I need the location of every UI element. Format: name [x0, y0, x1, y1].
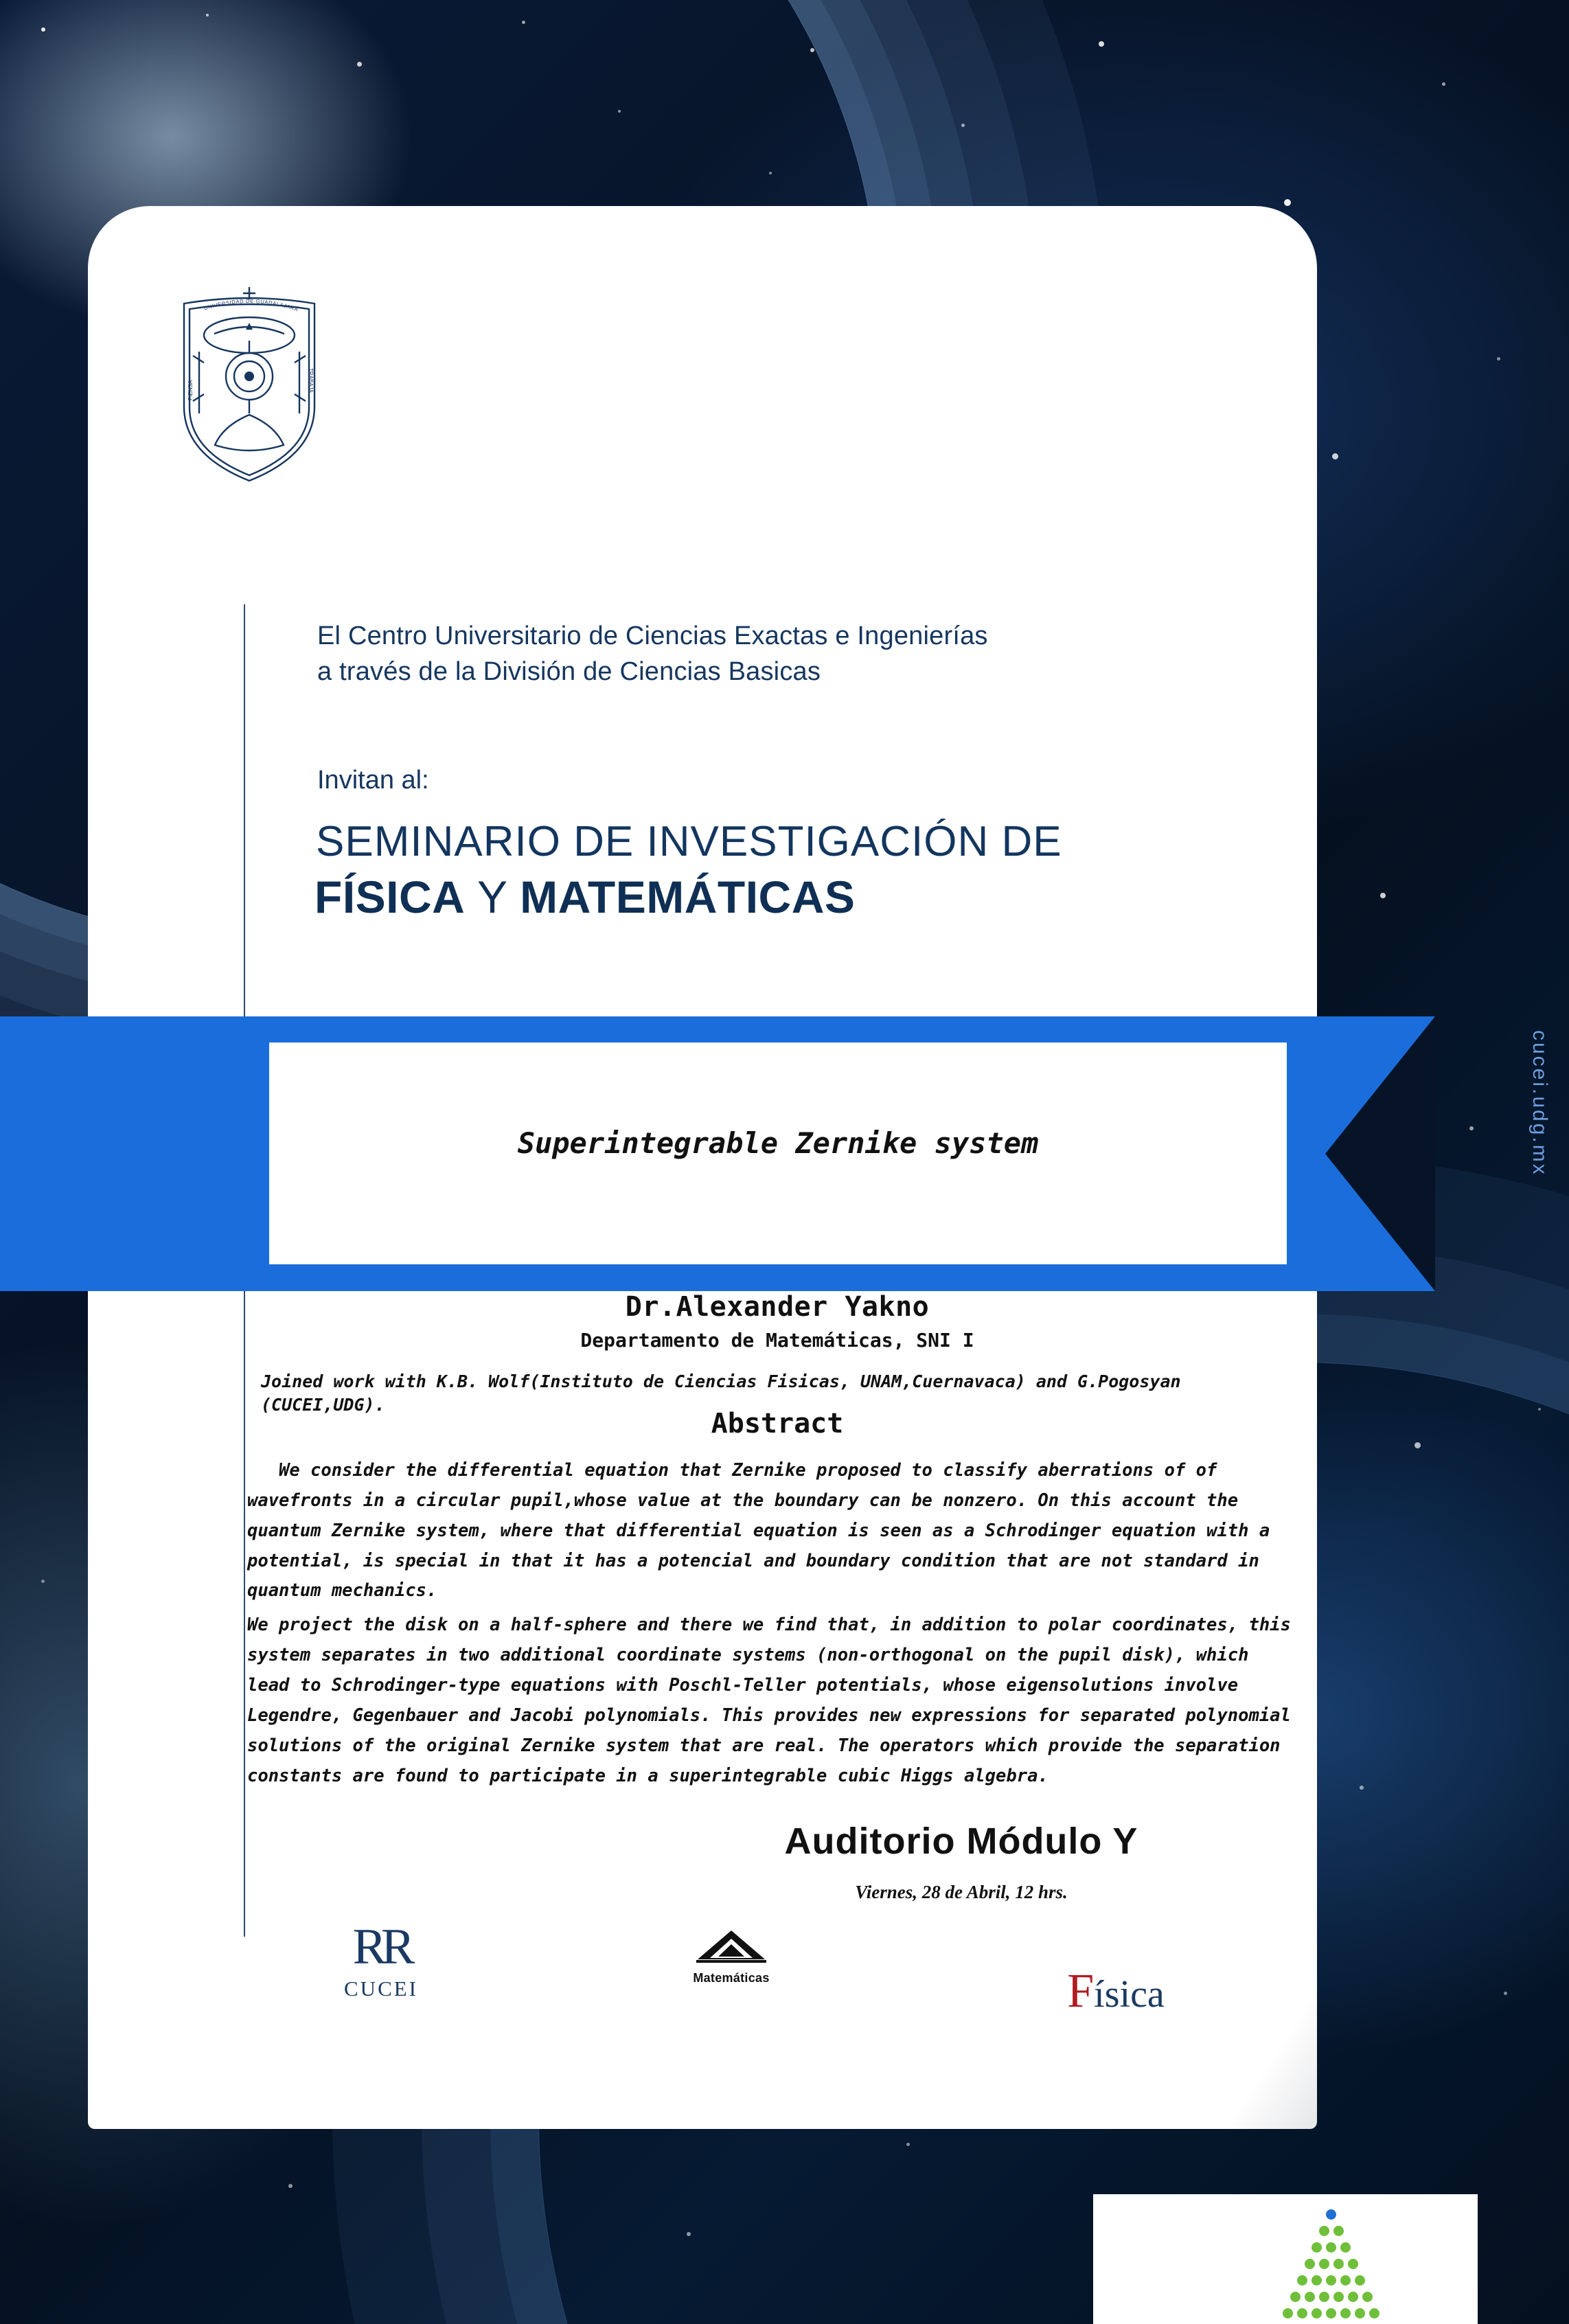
speaker-name: Dr.Alexander Yakno	[625, 1291, 930, 1323]
shield-trabaja-text: TRABAJA	[308, 368, 314, 394]
institution-header	[317, 618, 1176, 690]
cucei-logo	[316, 1919, 446, 2001]
fisica-logo	[999, 1944, 1233, 2040]
abstract-paragraph-2: We project the disk on a half-sphere and there we find that, in addition to polar coordinates, this system separates in two additional coordinate systems (non-orthogonal on the pupil disk), which lead to Schrodinger-type equations with Poschl-Teller potentials, whose eigensolutions involve Legendre, Gegenbauer and Jacobi polynomials. This provides new expressions for separated polynomial solutions of the original Zernike system that are real. The operators which provide the separation constants are found to participate in a superintegrable cubic Higgs algebra.	[247, 1615, 1291, 1786]
fisica-rest: ísica	[1094, 1973, 1165, 2016]
venue-text: Auditorio Módulo Y	[784, 1821, 1138, 1862]
abstract-heading: Abstract	[711, 1408, 844, 1439]
joined-work-note: Joined work with K.B. Wolf(Instituto de Ciencias Fisicas, UNAM,Cuernavaca) and G.Pogosyan (CUCEI,UDG).	[261, 1371, 1181, 1415]
institution-line-1: El Centro Universitario de Ciencias Exactas e Ingenierías	[317, 622, 988, 650]
datetime-text: Viernes, 28 de Abril, 12 hrs.	[855, 1882, 1068, 1902]
abstract-paragraph-1: We consider the differential equation that Zernike proposed to classify aberrations of of wavefronts in a circular pupil,whose value at the boundary can be nonzero. On this account the quantum Zernike system, where that differential equation is seen as a Schrodinger equation with a potential, is special in that it has a potencial and boundary condition that are not standard in quantum mechanics.	[247, 1460, 1270, 1602]
udg-shield-logo	[163, 280, 335, 486]
matematicas-mountain-icon	[694, 1926, 769, 1965]
seminar-title-conjunction: Y	[465, 872, 520, 922]
seminar-title-line-1: SEMINARIO DE INVESTIGACIÓN DE	[316, 818, 1062, 865]
institution-line-2: a través de la División de Ciencias Basicas	[317, 657, 821, 687]
seminar-title-line-2	[314, 871, 855, 923]
dot-pyramid-logo	[1281, 2208, 1382, 2323]
shield-arc-top-text: UNIVERSIDAD DE GUADALAJARA	[203, 297, 299, 313]
abstract-body	[247, 1456, 1291, 1795]
fisica-logo-label	[1067, 1964, 1165, 2019]
talk-title: Superintegrable Zernike system	[517, 1126, 1039, 1160]
invitation-label: Invitan al:	[317, 766, 429, 795]
fisica-initial: F	[1067, 1965, 1095, 2018]
matematicas-logo-label: Matemáticas	[693, 1971, 770, 1985]
seminar-title-matematicas: MATEMÁTICAS	[520, 872, 856, 922]
ribbon-notch-arrow	[1325, 1016, 1435, 1291]
matematicas-logo	[676, 1926, 786, 1985]
website-url-sidebar: cucei.udg.mx	[1528, 1030, 1551, 1176]
seminar-title-fisica: FÍSICA	[314, 872, 466, 922]
shield-piensa-text: PIENSA	[187, 380, 194, 400]
speaker-department: Departamento de Matemáticas, SNI I	[580, 1329, 974, 1352]
cucei-logo-label: CUCEI	[344, 1976, 418, 2001]
cucei-monogram-icon: RR	[352, 1919, 410, 1975]
